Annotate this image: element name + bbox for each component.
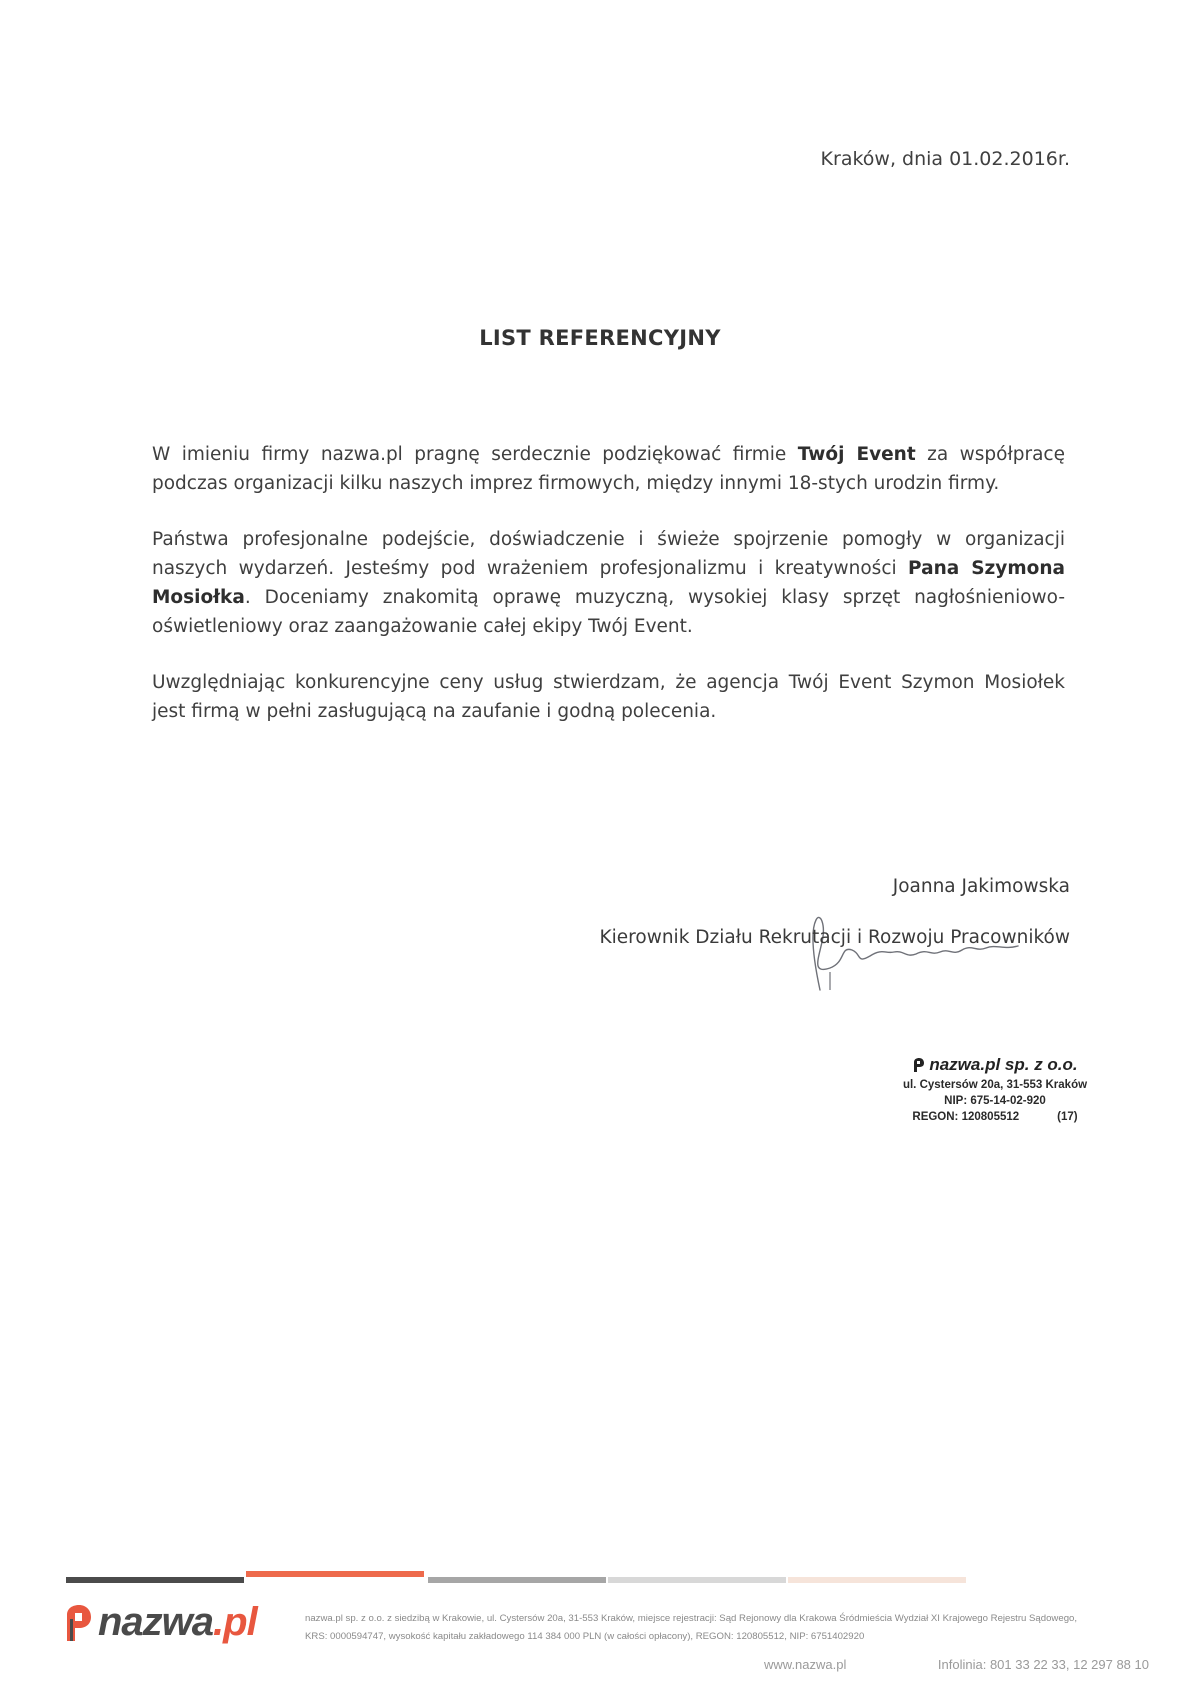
letter-date: Kraków, dnia 01.02.2016r. bbox=[820, 148, 1070, 170]
person-name-bold: Pana Szymona Mosiołka bbox=[152, 558, 1066, 608]
stamp-company-name: nazwa.pl sp. z o.o. bbox=[929, 1055, 1078, 1074]
stamp-company-line bbox=[880, 1055, 1110, 1075]
paragraph-2-text-b: . Doceniamy znakomitą oprawę muzyczną, wysokiej klasy sprzęt nagłośnieniowo-oświetleniowy oraz zaangażowanie całej ekipy Twój Event. bbox=[152, 587, 1065, 637]
nazwa-pl-logo-icon bbox=[912, 1057, 926, 1073]
footer-logo bbox=[64, 1600, 257, 1645]
footer-bar-orange bbox=[246, 1571, 424, 1577]
stamp-regon: REGON: 120805512 bbox=[912, 1111, 1020, 1123]
letter-body bbox=[152, 440, 1065, 753]
paragraph-2 bbox=[152, 525, 1065, 641]
letter-title: LIST REFERENCYJNY bbox=[479, 326, 721, 350]
stamp-nip: NIP: 675-14-02-920 bbox=[944, 1095, 1046, 1107]
paragraph-1 bbox=[152, 440, 1065, 498]
footer-brand-main: nazwa bbox=[98, 1600, 214, 1644]
signer-name: Joanna Jakimowska bbox=[892, 876, 1070, 897]
stamp-number: (17) bbox=[1057, 1111, 1078, 1123]
footer-website: www.nazwa.pl bbox=[764, 1657, 847, 1672]
signature-block bbox=[600, 876, 1070, 948]
footer-bar-light bbox=[608, 1577, 786, 1583]
stamp-address: ul. Cystersów 20a, 31-553 Kraków bbox=[902, 1079, 1088, 1091]
footer-infoline: Infolinia: 801 33 22 33, 12 297 88 10 bbox=[937, 1657, 1149, 1672]
nazwa-pl-logo-icon bbox=[64, 1603, 94, 1643]
footer-contact bbox=[764, 1657, 1149, 1672]
signer-role: Kierownik Działu Rekrutacji i Rozwoju Pracowników bbox=[599, 927, 1070, 948]
stamp-regon-row bbox=[880, 1111, 1110, 1123]
paragraph-2-text-a: Państwa profesjonalne podejście, doświadczenie i świeże spojrzenie pomogły w organizacji naszych wydarzeń. Jesteśmy pod wrażeniem profesjonalizmu i kreatywności bbox=[152, 529, 1065, 579]
legal-line-1: nazwa.pl sp. z o.o. z siedzibą w Krakowie, ul. Cystersów 20a, 31-553 Kraków, miejsce rejestracji: Sąd Rejonowy dla Krakowa Śródmieścia Wydział XI Krajowego Rejestru Sądowego, bbox=[305, 1613, 1078, 1624]
footer-bar-mid bbox=[428, 1577, 606, 1583]
company-stamp bbox=[880, 1055, 1110, 1123]
company-name-bold: Twój Event bbox=[797, 444, 916, 465]
footer-bar-dark bbox=[66, 1577, 244, 1583]
footer-legal-text bbox=[305, 1610, 1145, 1646]
paragraph-1-text-b: za współpracę podczas organizacji kilku naszych imprez firmowych, między innymi 18-stych urodzin firmy. bbox=[152, 444, 1065, 494]
paragraph-3: Uwzględniając konkurencyjne ceny usług stwierdzam, że agencja Twój Event Szymon Mosiołek jest firmą w pełni zasługującą na zaufanie i godną polecenia. bbox=[152, 672, 1065, 722]
footer-bar-peach bbox=[788, 1577, 966, 1583]
footer-brand bbox=[98, 1600, 257, 1645]
footer-color-bars bbox=[66, 1571, 1146, 1585]
legal-line-2: KRS: 0000594747, wysokość kapitału zakładowego 114 384 000 PLN (w całości opłacony), REGON: 120805512, NIP: 6751402920 bbox=[305, 1631, 865, 1642]
footer-brand-tld: .pl bbox=[213, 1600, 257, 1644]
paragraph-1-text-a: W imieniu firmy nazwa.pl pragnę serdecznie podziękować firmie bbox=[152, 444, 798, 465]
